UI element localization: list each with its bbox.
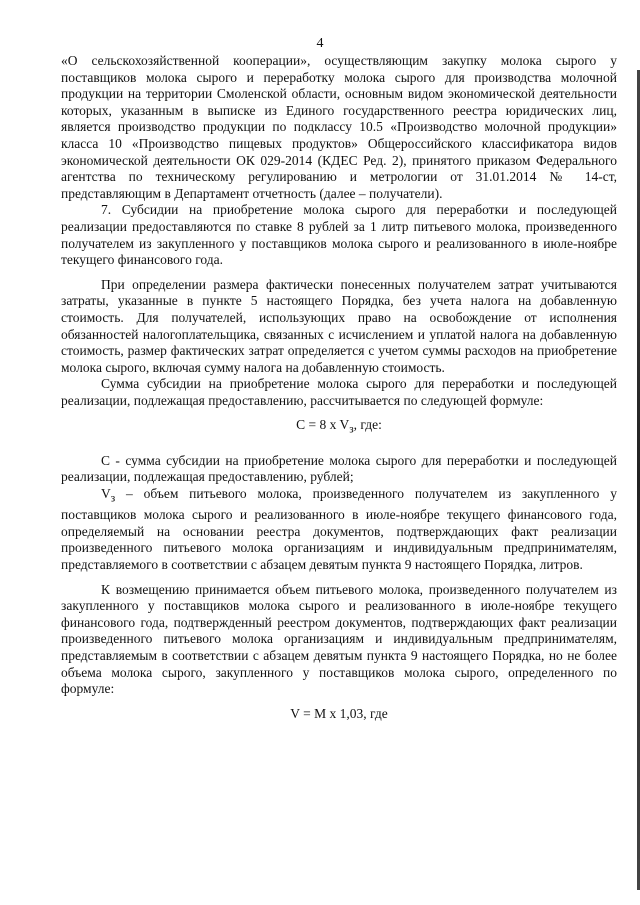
page-number: 4 — [316, 36, 324, 51]
definition-vz-subscript: з — [110, 492, 116, 505]
paragraph-cost-determination: При определении размера фактически понесенных получателем затрат учитываются затраты, указанные в пункте 5 настоящего Порядка, без учета налога на добавленную стоимость. Для получателей, использующих право на освобождение от исполнения обязанностей налогоплательщика, связанных с исчислением и уплатой налога на добавленную стоимость, размер фактических затрат определяется с учетом суммы расходов на приобретение молока сырого, включая сумму налога на добавленную стоимость. — [61, 276, 617, 375]
paragraph-definition-c: C - сумма субсидии на приобретение молока сырого для переработки и последующей реализации, подлежащая предоставлению, рублей; — [61, 452, 617, 485]
paragraph-continuation: «О сельскохозяйственной кооперации», осуществляющим закупку молока сырого у поставщиков молока сырого и переработку молока сырого для производства молочной продукции на территории Смоленской области, основным видом экономической деятельности которых, указанным в выписке из Единого государственного реестра юридических лиц, является производство продукции по подклассу 10.5 «Производство молочной продукции» класса 10 «Производство пищевых продуктов» Общероссийского классификатора видов экономической деятельности ОК 029-2014 (КДЕС Ред. 2), принятого приказом Федерального агентства по техническому регулированию и метрологии от 31.01.2014 № 14-ст, представляющим в Департамент отчетность (далее – получатели). — [61, 53, 617, 201]
paragraph-item-7: 7. Субсидии на приобретение молока сырого для переработки и последующей реализации предоставляются по ставке 8 рублей за 1 литр питьевого молока, произведенного получателем из закупленного у поставщиков молока сырого и реализованного в июле-ноябре текущего финансового года. — [61, 202, 617, 268]
paragraph-subsidy-formula-intro: Сумма субсидии на приобретение молока сырого для переработки и последующей реализации, подлежащая предоставлению, рассчитывается по следующей формуле: — [61, 376, 617, 408]
formula-subsidy-main: C = 8 x V — [296, 417, 350, 433]
formula-volume: V = M x 1,03, где — [290, 705, 388, 721]
formula-subsidy-subscript: з — [349, 424, 354, 437]
definition-vz-symbol: V — [101, 485, 111, 501]
document-body — [61, 53, 617, 722]
formula-subsidy — [61, 417, 617, 438]
paragraph-definition-vz — [61, 486, 617, 574]
paragraph-reimbursement-volume: К возмещению принимается объем питьевого молока, произведенного получателем из закупленного у поставщиков молока сырого и реализованного в июле-ноябре текущего финансового года, подтвержденный реестром документов, подтверждающих факт реализации произведенного питьевого молока организациям и индивидуальным предпринимателям, представляемым в соответствии с абзацем девятым пункта 9 настоящего Порядка, но не более объема молока сырого, закупленного у поставщиков молока сырого, определенного по формуле: — [61, 581, 617, 697]
formula-subsidy-tail: , где: — [353, 417, 382, 433]
definition-vz-text: – объем питьевого молока, произведенного получателем из закупленного у поставщиков молока сырого и реализованного в июле-ноябре текущего финансового года, определяемый на основании реестра документов, подтверждающих факт реализации произведенного питьевого молока организациям и индивидуальным предпринимателям, представляемого в соответствии с абзацем девятым пункта 9 настоящего Порядка, литров. — [61, 485, 617, 572]
